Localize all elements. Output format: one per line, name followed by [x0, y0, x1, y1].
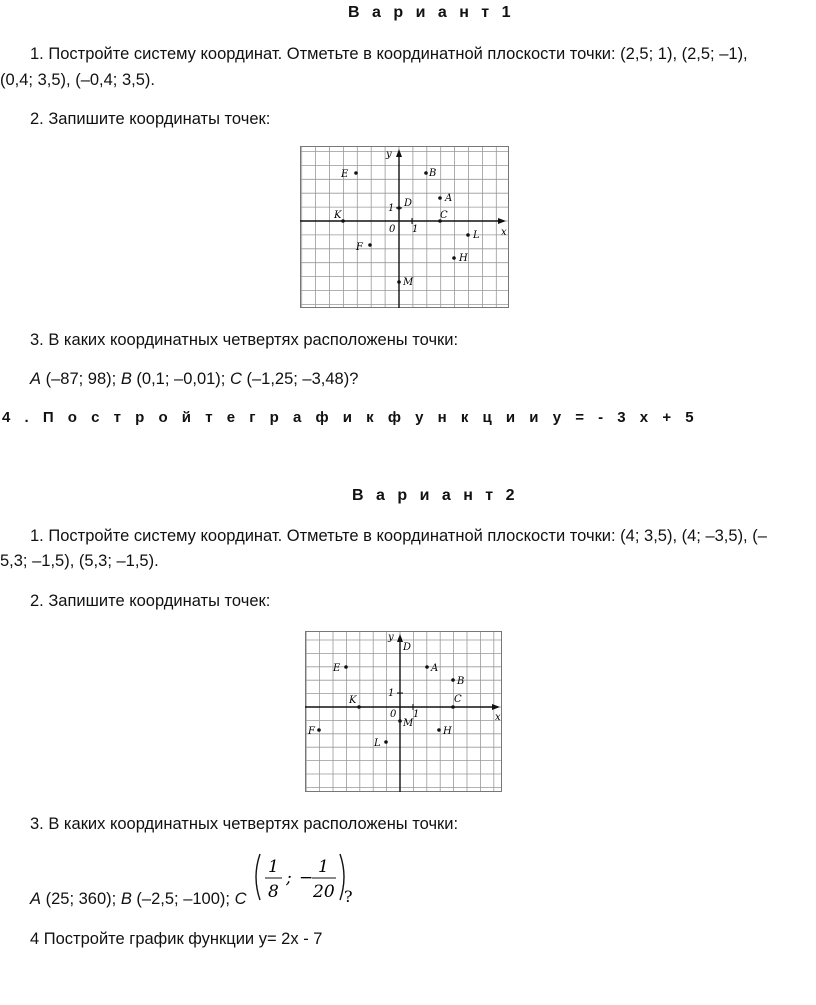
point-h: [452, 256, 456, 260]
point-e: [344, 665, 348, 669]
x-arrow-icon: [492, 704, 500, 710]
v2-task3-values: A (25; 360); B (–2,5; –100); C: [30, 890, 247, 908]
point-c-label: C: [454, 694, 462, 705]
unit-x-label: 1: [413, 709, 420, 720]
point-l-label: L: [473, 230, 480, 241]
separator: ;: [286, 868, 292, 888]
point-e: [354, 171, 358, 175]
point-c: [451, 705, 455, 709]
v2-coordinate-grid: [305, 631, 505, 793]
v1-task4: 4 . П о с т р о й т е г р а ф и к ф у н к ц и и y = - 3 x + 5: [2, 409, 699, 426]
point-h: [437, 728, 441, 732]
point-a-name: A: [30, 890, 42, 908]
point-f: [368, 243, 372, 247]
point-l: [466, 233, 470, 237]
point-b-name: B: [120, 890, 132, 908]
point-c-label: C: [440, 210, 448, 221]
point-a-name: A: [30, 370, 42, 388]
point-a-label: A: [431, 663, 439, 674]
point-e-label: E: [333, 663, 341, 674]
v1-task2: 2. Запишите координаты точек:: [30, 110, 271, 128]
v2-task1-line1: 1. Постройте систему координат. Отметьте в координатной плоскости точки: (4; 3,5), (4; –3,5), (–: [30, 527, 767, 545]
v2-task3: 3. В каких координатных четвертях расположены точки:: [30, 815, 459, 833]
point-c-name: C: [229, 370, 242, 388]
v2-task4: 4 Постройте график функции y= 2x - 7: [30, 930, 323, 948]
variant2-title: В а р и а н т 2: [352, 487, 519, 504]
point-l-label: L: [374, 738, 381, 749]
point-a-label: A: [445, 193, 453, 204]
origin-label: 0: [389, 224, 396, 235]
point-b-name: B: [120, 370, 132, 388]
point-f: [317, 728, 321, 732]
point-k: [341, 219, 345, 223]
point-b-label: B: [457, 676, 465, 687]
grid-lines: [305, 631, 502, 792]
point-h-label: H: [459, 253, 468, 264]
point-d: [398, 637, 402, 641]
x-axis-label: x: [495, 712, 501, 723]
v1-task3-values: A (–87; 98); B (0,1; –0,01); C (–1,25; –3,48)?: [30, 370, 359, 388]
v1-task1-line1: 1. Постройте систему координат. Отметьте в координатной плоскости точки: (2,5; 1), (2,5; –1),: [30, 45, 748, 63]
point-a: [425, 665, 429, 669]
point-f-label: F: [356, 242, 363, 253]
frac1-denominator: 8: [268, 882, 279, 902]
point-d: [397, 206, 401, 210]
question-mark: ?: [344, 887, 353, 906]
origin-label: 0: [390, 709, 397, 720]
unit-x-label: 1: [412, 224, 419, 235]
unit-y-label: 1: [388, 688, 395, 699]
point-d-label: D: [404, 198, 413, 209]
point-e-label: E: [341, 169, 349, 180]
point-b-label: B: [429, 168, 437, 179]
frac1-numerator: 1: [268, 857, 279, 877]
v2-task1-line2: 5,3; –1,5), (5,3; –1,5).: [0, 552, 159, 570]
variant1-title: В а р и а н т 1: [348, 4, 515, 21]
point-d-label: D: [403, 642, 412, 653]
v1-task1-line2: (0,4; 3,5), (–0,4; 3,5).: [0, 71, 155, 89]
point-m: [398, 719, 402, 723]
point-a: [438, 196, 442, 200]
point-m: [397, 280, 401, 284]
point-k-label: K: [334, 210, 342, 221]
v1-task3: 3. В каких координатных четвертях расположены точки:: [30, 331, 459, 349]
frac2-denominator: 20: [313, 882, 335, 902]
point-b: [424, 171, 428, 175]
v1-coordinate-grid: [300, 146, 512, 309]
y-axis-label: y: [388, 632, 394, 643]
point-k: [357, 705, 361, 709]
point-m-label: M: [403, 718, 414, 729]
point-b: [451, 678, 455, 682]
point-l: [384, 740, 388, 744]
minus-sign: −: [299, 868, 314, 888]
point-c-name: C: [234, 890, 247, 908]
frac2-numerator: 1: [318, 857, 329, 877]
point-h-label: H: [443, 726, 452, 737]
y-axis-label: y: [386, 149, 392, 160]
point-f-label: F: [308, 726, 315, 737]
x-axis-label: x: [501, 227, 507, 238]
v2-point-c-coordinates: [252, 850, 362, 912]
left-paren-icon: [256, 854, 260, 900]
x-arrow-icon: [498, 218, 506, 224]
y-arrow-icon: [396, 149, 402, 157]
point-m-label: M: [403, 277, 414, 288]
point-k-label: K: [349, 695, 357, 706]
v2-task2: 2. Запишите координаты точек:: [30, 592, 271, 610]
unit-y-label: 1: [388, 203, 395, 214]
